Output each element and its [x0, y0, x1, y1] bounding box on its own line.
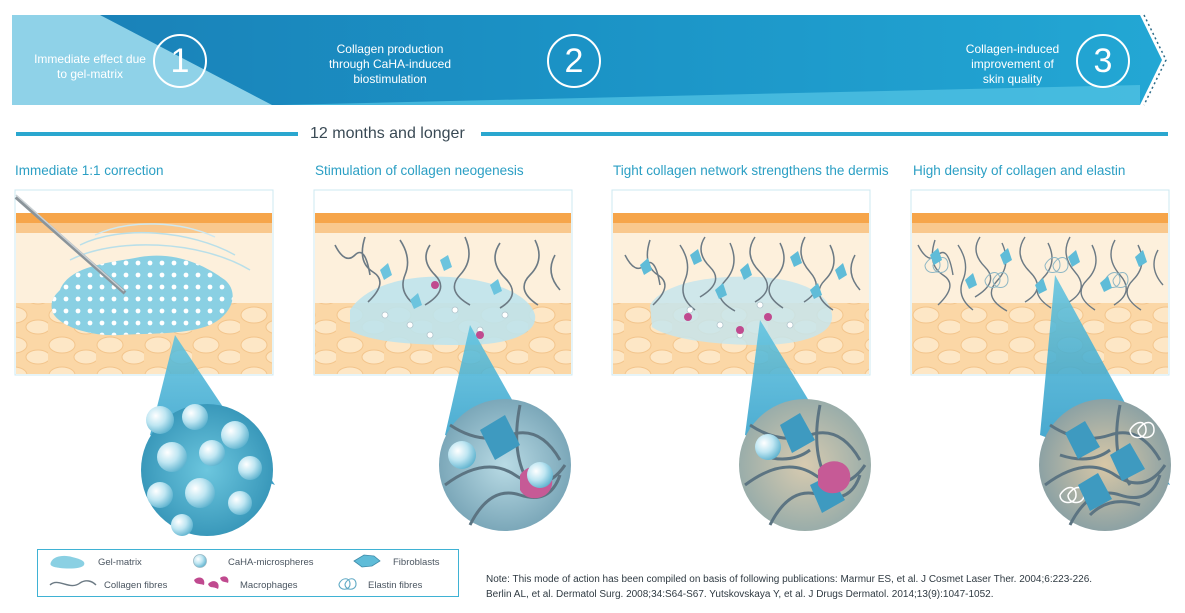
- stage-2-number: 2: [547, 34, 601, 88]
- stage-1-line-1: Immediate effect due: [34, 52, 146, 66]
- stage-2-line-3: biostimulation: [353, 72, 427, 86]
- panel-1-title: Immediate 1:1 correction: [15, 163, 164, 178]
- reference-note: [486, 572, 1166, 602]
- timeline-line-right: [481, 132, 1168, 136]
- reference-note-line-1: Note: This mode of action has been compiled on basis of following publications: Marmur ES, et al. J Cosmet Laser Ther. 2004;6:223-226.: [486, 574, 1093, 585]
- legend-label-gel-matrix: Gel-matrix: [98, 557, 142, 568]
- legend-label-elastin-fibres: Elastin fibres: [368, 580, 423, 591]
- timeline-label: 12 months and longer: [310, 125, 465, 142]
- stage-1-line-2: to gel-matrix: [56, 67, 124, 81]
- reference-note-line-2: Berlin AL, et al. Dermatol Surg. 2008;34:S64-S67. Yutskovskaya Y, et al. J Drugs Dermatol. 2014;13(9):1047-1052.: [486, 589, 994, 600]
- elastin-fibre-icon: [336, 575, 362, 593]
- stage-2-line-2: through CaHA-induced: [328, 57, 452, 71]
- legend-label-caha-microspheres: CaHA-microspheres: [228, 557, 314, 568]
- timeline-line-left: [16, 132, 298, 136]
- macrophage-icon: [190, 574, 232, 592]
- stage-1-number: 1: [153, 34, 207, 88]
- panel-3-zoom-lens: [739, 399, 871, 531]
- panel-2-title: Stimulation of collagen neogenesis: [315, 163, 524, 178]
- stage-3-number: 3: [1076, 34, 1130, 88]
- panel-4-title: High density of collagen and elastin: [913, 163, 1126, 178]
- panel-3-title: Tight collagen network strengthens the dermis: [613, 163, 889, 178]
- legend-label-macrophages: Macrophages: [240, 580, 298, 591]
- fibroblast-icon: [352, 552, 382, 570]
- panel-1-illustration: [15, 190, 273, 375]
- gel-matrix-icon: [48, 553, 88, 571]
- stage-3-line-3: skin quality: [982, 72, 1043, 86]
- stage-1-label: [20, 52, 160, 82]
- panels-illustration: [0, 185, 1185, 545]
- legend-label-collagen-fibres: Collagen fibres: [104, 580, 168, 591]
- stage-3-label: [945, 42, 1080, 87]
- panel-2-zoom-lens: [439, 399, 571, 531]
- stage-3-line-2: improvement of: [971, 57, 1054, 71]
- panel-3-illustration: [612, 190, 870, 375]
- stage-3-line-1: Collagen-induced: [965, 42, 1060, 56]
- legend-label-fibroblasts: Fibroblasts: [393, 557, 440, 568]
- panel-4-illustration: [911, 190, 1169, 375]
- panel-2-illustration: [314, 190, 572, 375]
- microsphere-icon: [192, 553, 208, 569]
- panel-1-zoom-lens: [141, 404, 273, 536]
- stage-2-label: [315, 42, 465, 87]
- stage-2-line-1: Collagen production: [336, 42, 444, 56]
- panel-4-zoom-lens: [1039, 399, 1171, 531]
- collagen-fibre-icon: [48, 575, 98, 593]
